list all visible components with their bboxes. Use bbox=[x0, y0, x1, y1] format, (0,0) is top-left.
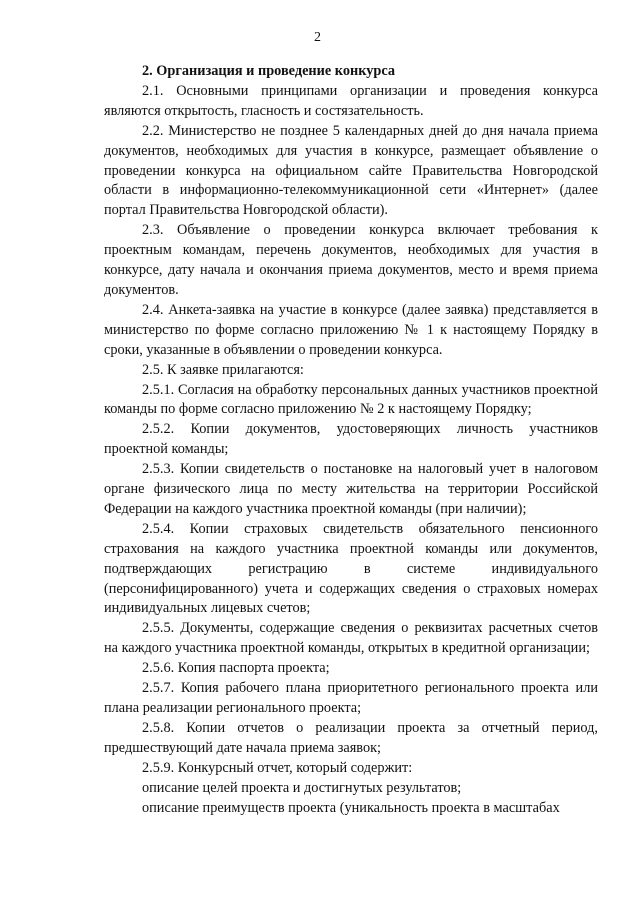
paragraph-2-5: 2.5. К заявке прилагаются: bbox=[142, 361, 304, 378]
paragraph-2-5-3: 2.5.3. Копии свидетельств о постановке на налоговый учет в налоговом органе физического лица по месту жительства на территории Российской Федерации на каждого участника проектной команды (при наличии); bbox=[104, 461, 598, 517]
paragraph-2-2: 2.2. Министерство не позднее 5 календарных дней до дня начала приема документов, необходимых для участия в конкурсе, размещает объявление о проведении конкурса на официальном сайте Правительства Новгородской области в информационно-телекоммуникационной сети «Интернет» (далее портал Правительства Новгородской области). bbox=[104, 122, 598, 219]
paragraph-2-3: 2.3. Объявление о проведении конкурса включает требования к проектным командам, перечень документов, необходимых для участия в конкурсе, дату начала и окончания приема документов, место и время приема документов. bbox=[104, 222, 598, 298]
paragraph-2-4: 2.4. Анкета-заявка на участие в конкурсе (далее заявка) представляется в министерство по форме согласно приложению № 1 к настоящему Порядку в сроки, указанные в объявлении о проведении конкурса. bbox=[104, 301, 598, 358]
paragraph-2-5-6: 2.5.6. Копия паспорта проекта; bbox=[142, 660, 330, 677]
page-number: 2 bbox=[314, 30, 321, 45]
paragraph-2-5-7: 2.5.7. Копия рабочего плана приоритетного регионального проекта или плана реализации регионального проекта; bbox=[104, 680, 598, 716]
paragraph-2-5-2: 2.5.2. Копии документов, удостоверяющих личность участников проектной команды; bbox=[104, 421, 598, 458]
paragraph-advantages: описание преимуществ проекта (уникальность проекта в масштабах bbox=[142, 799, 560, 816]
paragraph-goals: описание целей проекта и достигнутых результатов; bbox=[142, 779, 462, 796]
paragraph-2-5-9: 2.5.9. Конкурсный отчет, который содержит: bbox=[142, 759, 413, 776]
paragraph-2-1: 2.1. Основными принципами организации и проведения конкурса являются открытость, гласность и состязательность. bbox=[104, 82, 598, 119]
paragraph-2-5-5: 2.5.5. Документы, содержащие сведения о реквизитах расчетных счетов на каждого участника проектной команды, открытых в кредитной организации; bbox=[104, 620, 598, 657]
section-title: 2. Организация и проведение конкурса bbox=[142, 63, 396, 79]
paragraph-2-5-8: 2.5.8. Копии отчетов о реализации проекта за отчетный период, предшествующий дате начала приема заявок; bbox=[104, 719, 598, 756]
document-body bbox=[104, 62, 598, 818]
paragraph-2-5-1: 2.5.1. Согласия на обработку персональных данных участников проектной команды по форме согласно приложению № 2 к настоящему Порядку; bbox=[104, 381, 598, 418]
paragraph-2-5-4: 2.5.4. Копии страховых свидетельств обязательного пенсионного страхования на каждого участника проектной команды или документов, подтверждающих регистрацию в системе индивидуального (персонифицированного) учета и содержащих сведения о страховых номерах индивидуальных лицевых счетов; bbox=[104, 520, 598, 617]
